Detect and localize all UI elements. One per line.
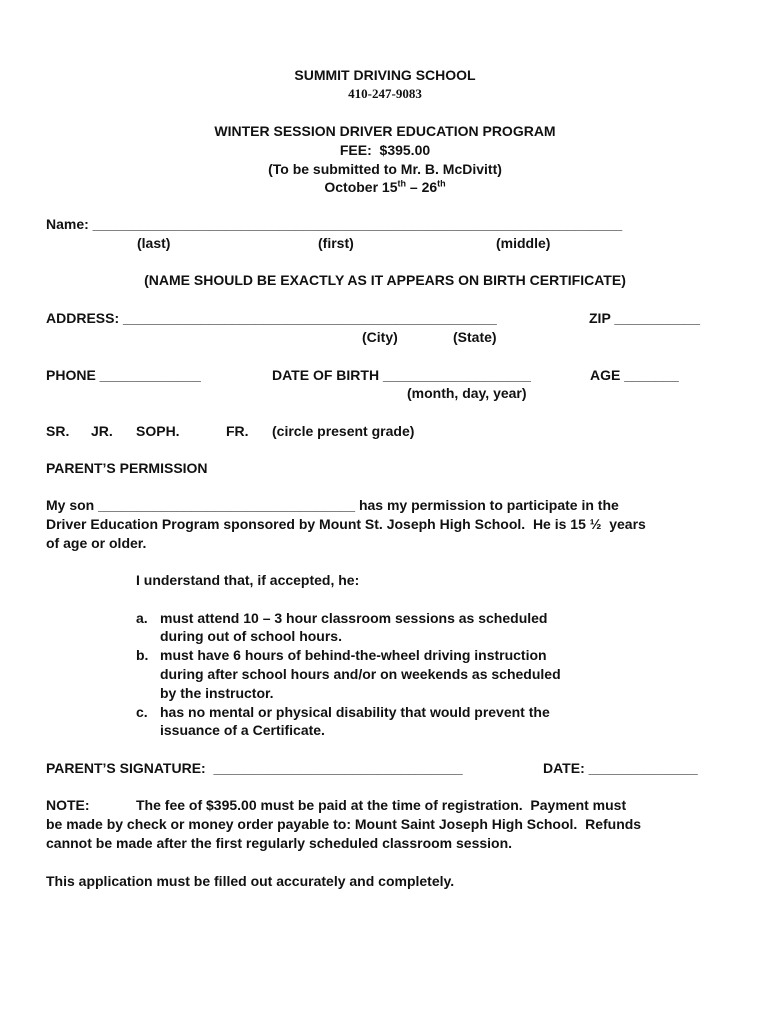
note-line-2: be made by check or money order payable to: Mount Saint Joseph High School. Refunds — [46, 816, 642, 832]
condition-text: during out of school hours. — [160, 628, 342, 644]
grade-jr[interactable]: JR. — [91, 423, 113, 439]
permission-line-3: of age or older. — [46, 535, 147, 551]
condition-letter: c. — [136, 704, 148, 720]
state-caption: (State) — [453, 329, 497, 345]
program-title: WINTER SESSION DRIVER EDUCATION PROGRAM — [214, 123, 556, 139]
dob-caption: (month, day, year) — [407, 385, 527, 401]
note-line-3: cannot be made after the first regularly scheduled classroom session. — [46, 835, 513, 851]
birth-certificate-notice: (NAME SHOULD BE EXACTLY AS IT APPEARS ON BIRTH CERTIFICATE) — [144, 272, 626, 288]
grade-soph[interactable]: SOPH. — [136, 423, 180, 439]
condition-text: must have 6 hours of behind-the-wheel driving instruction — [160, 647, 547, 663]
grade-fr[interactable]: FR. — [226, 423, 249, 439]
name-middle-caption: (middle) — [496, 235, 551, 251]
city-caption: (City) — [362, 329, 398, 345]
school-name: SUMMIT DRIVING SCHOOL — [294, 67, 476, 83]
condition-text: has no mental or physical disability that would prevent the — [160, 704, 550, 720]
condition-text: by the instructor. — [160, 685, 274, 701]
note-label: NOTE: — [46, 797, 90, 813]
phone-field[interactable]: PHONE _____________ — [46, 367, 201, 383]
condition-letter: a. — [136, 610, 148, 626]
parent-permission-heading: PARENT’S PERMISSION — [46, 460, 208, 476]
zip-field[interactable]: ZIP ___________ — [589, 310, 701, 326]
footer-instruction: This application must be filled out accurately and completely. — [46, 873, 455, 889]
name-field[interactable]: Name: ____________________________________________________________________ — [46, 216, 623, 232]
school-phone: 410-247-9083 — [348, 86, 422, 101]
condition-text: issuance of a Certificate. — [160, 722, 325, 738]
submit-note: (To be submitted to Mr. B. McDivitt) — [268, 161, 502, 177]
name-first-caption: (first) — [318, 235, 354, 251]
permission-line-1[interactable]: My son _________________________________ has my permission to participate in the — [46, 497, 619, 513]
note-line-1: The fee of $395.00 must be paid at the time of registration. Payment must — [136, 797, 627, 813]
name-last-caption: (last) — [137, 235, 171, 251]
program-fee: FEE: $395.00 — [339, 142, 431, 158]
condition-text: must attend 10 – 3 hour classroom sessions as scheduled — [160, 610, 548, 626]
understand-intro: I understand that, if accepted, he: — [136, 572, 360, 588]
condition-text: during after school hours and/or on weekends as scheduled — [160, 666, 561, 682]
grade-sr[interactable]: SR. — [46, 423, 70, 439]
program-dates: October 15th – 26th — [324, 178, 446, 195]
permission-line-2: Driver Education Program sponsored by Mount St. Joseph High School. He is 15 ½ years — [46, 516, 646, 532]
condition-letter: b. — [136, 647, 149, 663]
grade-caption: (circle present grade) — [272, 423, 415, 439]
signature-date-field[interactable]: DATE: ______________ — [543, 760, 698, 776]
parent-signature-field[interactable]: PARENT’S SIGNATURE: ________________________________ — [46, 760, 463, 776]
dob-field[interactable]: DATE OF BIRTH ___________________ — [272, 367, 531, 383]
address-field[interactable]: ADDRESS: ________________________________________________ — [46, 310, 497, 326]
age-field[interactable]: AGE _______ — [590, 367, 679, 383]
